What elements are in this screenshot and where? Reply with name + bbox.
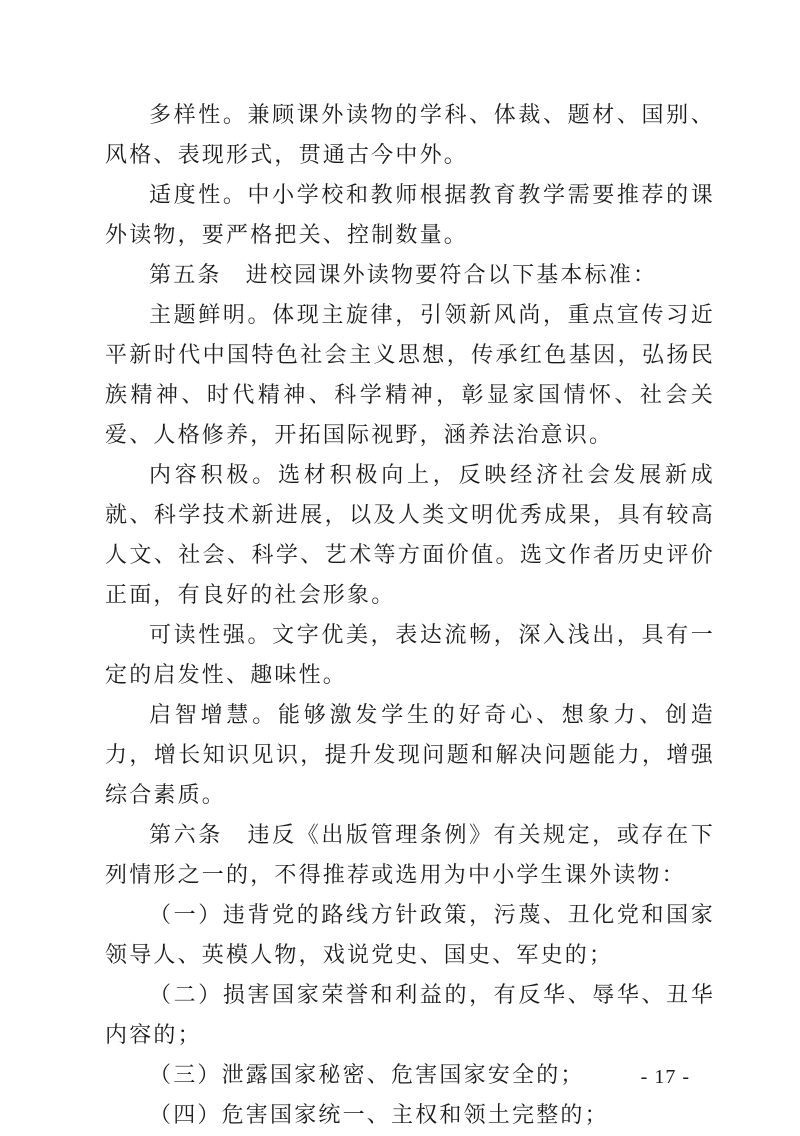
paragraph-inspiring-wisdom: 启智增慧。能够激发学生的好奇心、想象力、创造力，增长知识见识，提升发现问题和解决问题能力，增强综合素质。 — [105, 703, 715, 808]
page-number: - 17 - — [640, 1066, 690, 1088]
paragraph-moderation: 适度性。中小学校和教师根据教育教学需要推荐的课外读物，要严格把关、控制数量。 — [105, 183, 715, 248]
paragraph-readability: 可读性强。文字优美，表达流畅，深入浅出，具有一定的启发性、趣味性。 — [105, 623, 715, 688]
document-body — [105, 96, 715, 1136]
paragraph-clear-theme: 主题鲜明。体现主旋律，引领新风尚，重点宣传习近平新时代中国特色社会主义思想，传承红色基因，弘扬民族精神、时代精神、科学精神，彰显家国情怀、社会关爱、人格修养，开拓国际视野，涵养法治意识。 — [105, 303, 715, 448]
article-6-heading: 第六条 违反《出版管理条例》有关规定，或存在下列情形之一的，不得推荐或选用为中小学生课外读物： — [105, 823, 715, 888]
article-5-heading: 第五条 进校园课外读物要符合以下基本标准： — [149, 263, 658, 288]
list-item-2: （二）损害国家荣誉和利益的，有反华、辱华、丑华内容的； — [105, 983, 715, 1048]
list-item-1: （一）违背党的路线方针政策，污蔑、丑化党和国家领导人、英模人物，戏说党史、国史、军史的； — [105, 903, 715, 968]
list-item-3: （三）泄露国家秘密、危害国家安全的； — [149, 1063, 585, 1088]
paragraph-diversity: 多样性。兼顾课外读物的学科、体裁、题材、国别、风格、表现形式，贯通古今中外。 — [105, 103, 715, 168]
list-item-4: （四）危害国家统一、主权和领土完整的； — [149, 1103, 609, 1128]
paragraph-positive-content: 内容积极。选材积极向上，反映经济社会发展新成就、科学技术新进展，以及人类文明优秀成果，具有较高人文、社会、科学、艺术等方面价值。选文作者历史评价正面，有良好的社会形象。 — [105, 463, 715, 608]
